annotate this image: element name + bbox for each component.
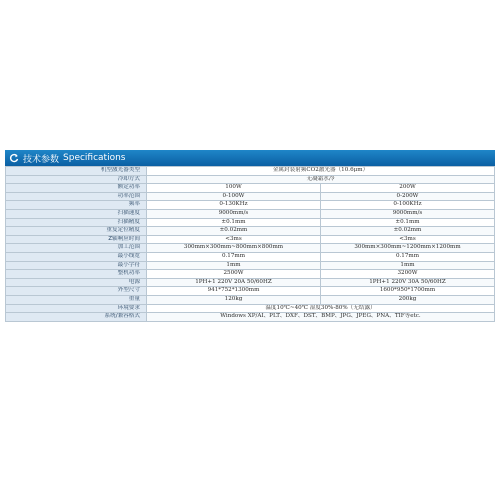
spec-value-right: ±0.1mm bbox=[321, 218, 495, 227]
spec-label: 整机功率 bbox=[6, 270, 147, 279]
spec-label: 环境要求 bbox=[6, 304, 147, 313]
spec-value-right: 200W bbox=[321, 184, 495, 193]
table-row bbox=[6, 209, 495, 218]
table-row bbox=[6, 218, 495, 227]
spec-value-right: 300mm×300mm~1200mm×1200mm bbox=[321, 244, 495, 253]
table-row bbox=[6, 252, 495, 261]
spec-value: 无凝霜水冷 bbox=[147, 175, 495, 184]
spec-value-left: 1mm bbox=[147, 261, 321, 270]
spec-label: 电源 bbox=[6, 278, 147, 287]
table-row bbox=[6, 313, 495, 322]
spec-label: 功率范围 bbox=[6, 192, 147, 201]
spec-label: Z轴响应时间 bbox=[6, 235, 147, 244]
spec-value-left: 9000mm/s bbox=[147, 209, 321, 218]
header-title-en: Specifications bbox=[63, 153, 126, 163]
spec-value-right: 1600*950*1700mm bbox=[321, 287, 495, 296]
spec-value-left: 120kg bbox=[147, 295, 321, 304]
spec-value-left: 0.17mm bbox=[147, 252, 321, 261]
spec-value-right: <3ms bbox=[321, 235, 495, 244]
spec-label: 系统/兼容格式 bbox=[6, 313, 147, 322]
table-row bbox=[6, 227, 495, 236]
table-row bbox=[6, 304, 495, 313]
spec-value-right: ±0.02mm bbox=[321, 227, 495, 236]
table-row bbox=[6, 175, 495, 184]
spec-label: 额定功率 bbox=[6, 184, 147, 193]
spec-label: 扫描精度 bbox=[6, 218, 147, 227]
spec-label: 重复定位精度 bbox=[6, 227, 147, 236]
specifications-panel bbox=[5, 150, 495, 322]
table-row bbox=[6, 184, 495, 193]
spec-value-right: 0.17mm bbox=[321, 252, 495, 261]
spec-table bbox=[5, 166, 495, 322]
spec-value-right: 1PH+1 220V 30A 50/60HZ bbox=[321, 278, 495, 287]
spec-value-right: 9000mm/s bbox=[321, 209, 495, 218]
table-row bbox=[6, 192, 495, 201]
spec-value-left: 0-130KHz bbox=[147, 201, 321, 210]
spec-label: 最小线宽 bbox=[6, 252, 147, 261]
spec-label: 机型激光器类型 bbox=[6, 167, 147, 176]
table-row bbox=[6, 235, 495, 244]
table-row bbox=[6, 295, 495, 304]
table-row bbox=[6, 270, 495, 279]
spec-value-left: ±0.1mm bbox=[147, 218, 321, 227]
spec-label: 频率 bbox=[6, 201, 147, 210]
spec-value-left: 2500W bbox=[147, 270, 321, 279]
spec-label: 重量 bbox=[6, 295, 147, 304]
spec-value-left: 300mm×300mm~800mm×800mm bbox=[147, 244, 321, 253]
spec-value: 金属封装射频CO2激光器（10.6μm） bbox=[147, 167, 495, 176]
table-row bbox=[6, 167, 495, 176]
spec-value-left: 941*752*1300mm bbox=[147, 287, 321, 296]
spec-label: 最小字符 bbox=[6, 261, 147, 270]
spec-label: 扫描速度 bbox=[6, 209, 147, 218]
spec-label: 冷却方式 bbox=[6, 175, 147, 184]
spec-value-right: 200kg bbox=[321, 295, 495, 304]
spec-label: 加工范围 bbox=[6, 244, 147, 253]
spec-value-right: 0-100KHz bbox=[321, 201, 495, 210]
refresh-icon bbox=[9, 153, 19, 163]
spec-value-left: 100W bbox=[147, 184, 321, 193]
spec-value-left: 1PH+1 220V 20A 50/60HZ bbox=[147, 278, 321, 287]
spec-value-right: 0-200W bbox=[321, 192, 495, 201]
spec-value-right: 3200W bbox=[321, 270, 495, 279]
spec-label: 外型尺寸 bbox=[6, 287, 147, 296]
header-title-cn: 技术参数 bbox=[23, 154, 60, 165]
spec-value: Windows XP/AI、PLT、DXF、DST、BMP、JPG、JPEG、PNA、TIF等etc. bbox=[147, 313, 495, 322]
spec-value-left: ±0.02mm bbox=[147, 227, 321, 236]
table-row bbox=[6, 278, 495, 287]
table-row bbox=[6, 261, 495, 270]
spec-value-right: 1mm bbox=[321, 261, 495, 270]
table-row bbox=[6, 287, 495, 296]
spec-value-left: <3ms bbox=[147, 235, 321, 244]
table-row bbox=[6, 201, 495, 210]
spec-value: 温度10℃~40℃ 湿度30%-80%（无结露） bbox=[147, 304, 495, 313]
table-row bbox=[6, 244, 495, 253]
spec-value-left: 0-100W bbox=[147, 192, 321, 201]
specifications-header bbox=[5, 150, 495, 166]
